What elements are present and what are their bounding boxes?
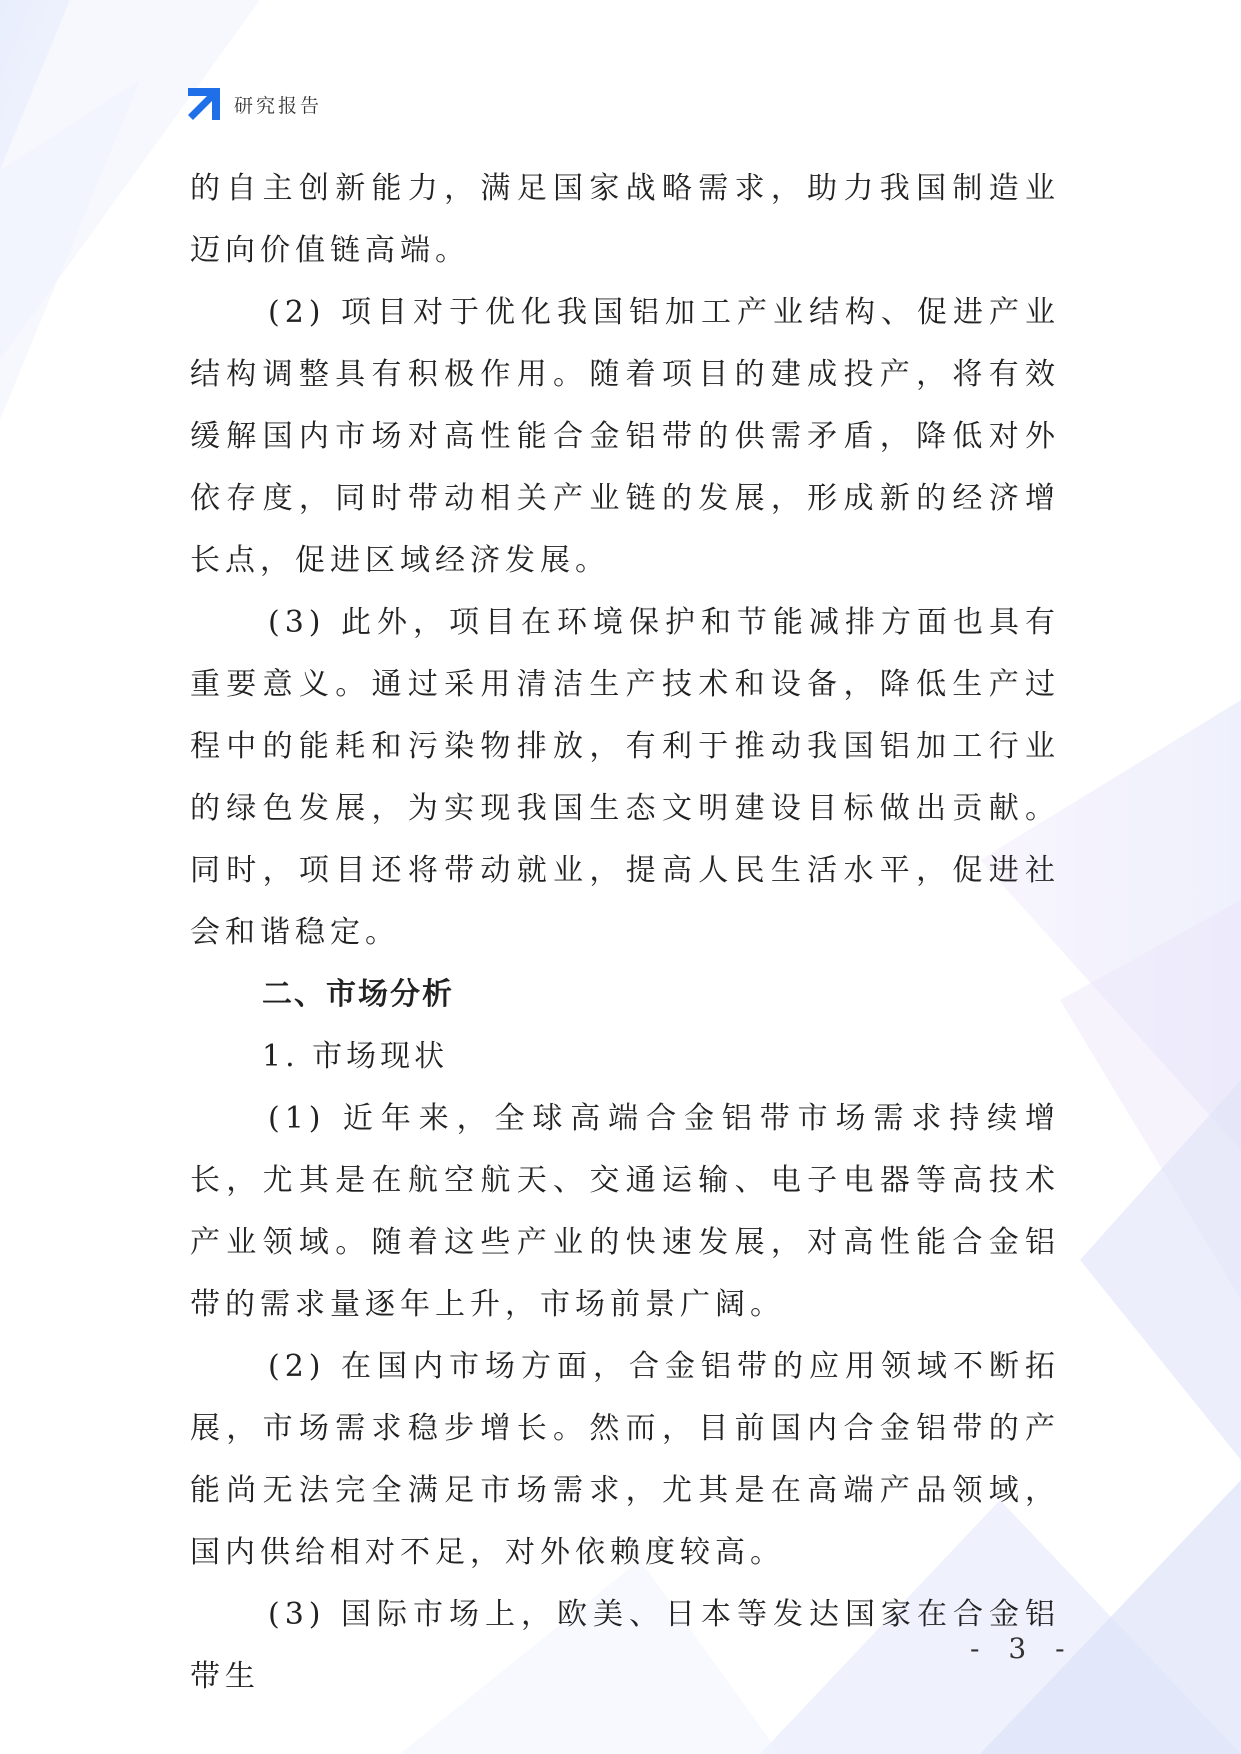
subsection-heading: 1. 市场现状 bbox=[262, 1039, 449, 1074]
body-paragraph: (1) 近年来，全球高端合金铝带市场需求持续增长，尤其是在航空航天、交通运输、电子电器等高技术产业领域。随着这些产业的快速发展，对高性能合金铝带的需求量逐年上升，市场前景广阔。 bbox=[190, 1101, 1060, 1322]
arrow-up-right-icon bbox=[186, 86, 222, 122]
report-header bbox=[186, 86, 322, 122]
body-paragraph: (3) 此外，项目在环境保护和节能减排方面也具有重要意义。通过采用清洁生产技术和设备，降低生产过程中的能耗和污染物排放，有利于推动我国铝加工行业的绿色发展，为实现我国生态文明建设目标做出贡献。同时，项目还将带动就业，提高人民生活水平，促进社会和谐稳定。 bbox=[190, 605, 1060, 950]
body-paragraph: (3) 国际市场上，欧美、日本等发达国家在合金铝带生 bbox=[190, 1597, 1060, 1694]
section-heading: 二、市场分析 bbox=[262, 977, 454, 1012]
body-paragraph: 的自主创新能力，满足国家战略需求，助力我国制造业迈向价值链高端。 bbox=[190, 171, 1060, 268]
document-body bbox=[190, 158, 1060, 1708]
report-title: 研究报告 bbox=[234, 94, 323, 117]
body-paragraph: (2) 项目对于优化我国铝加工产业结构、促进产业结构调整具有积极作用。随着项目的建成投产，将有效缓解国内市场对高性能合金铝带的供需矛盾，降低对外依存度，同时带动相关产业链的发展，形成新的经济增长点，促进区域经济发展。 bbox=[190, 295, 1060, 578]
page-number: - 3 - bbox=[970, 1632, 1075, 1665]
body-paragraph: (2) 在国内市场方面，合金铝带的应用领域不断拓展，市场需求稳步增长。然而，目前国内合金铝带的产能尚无法完全满足市场需求，尤其是在高端产品领域，国内供给相对不足，对外依赖度较高。 bbox=[190, 1349, 1060, 1570]
